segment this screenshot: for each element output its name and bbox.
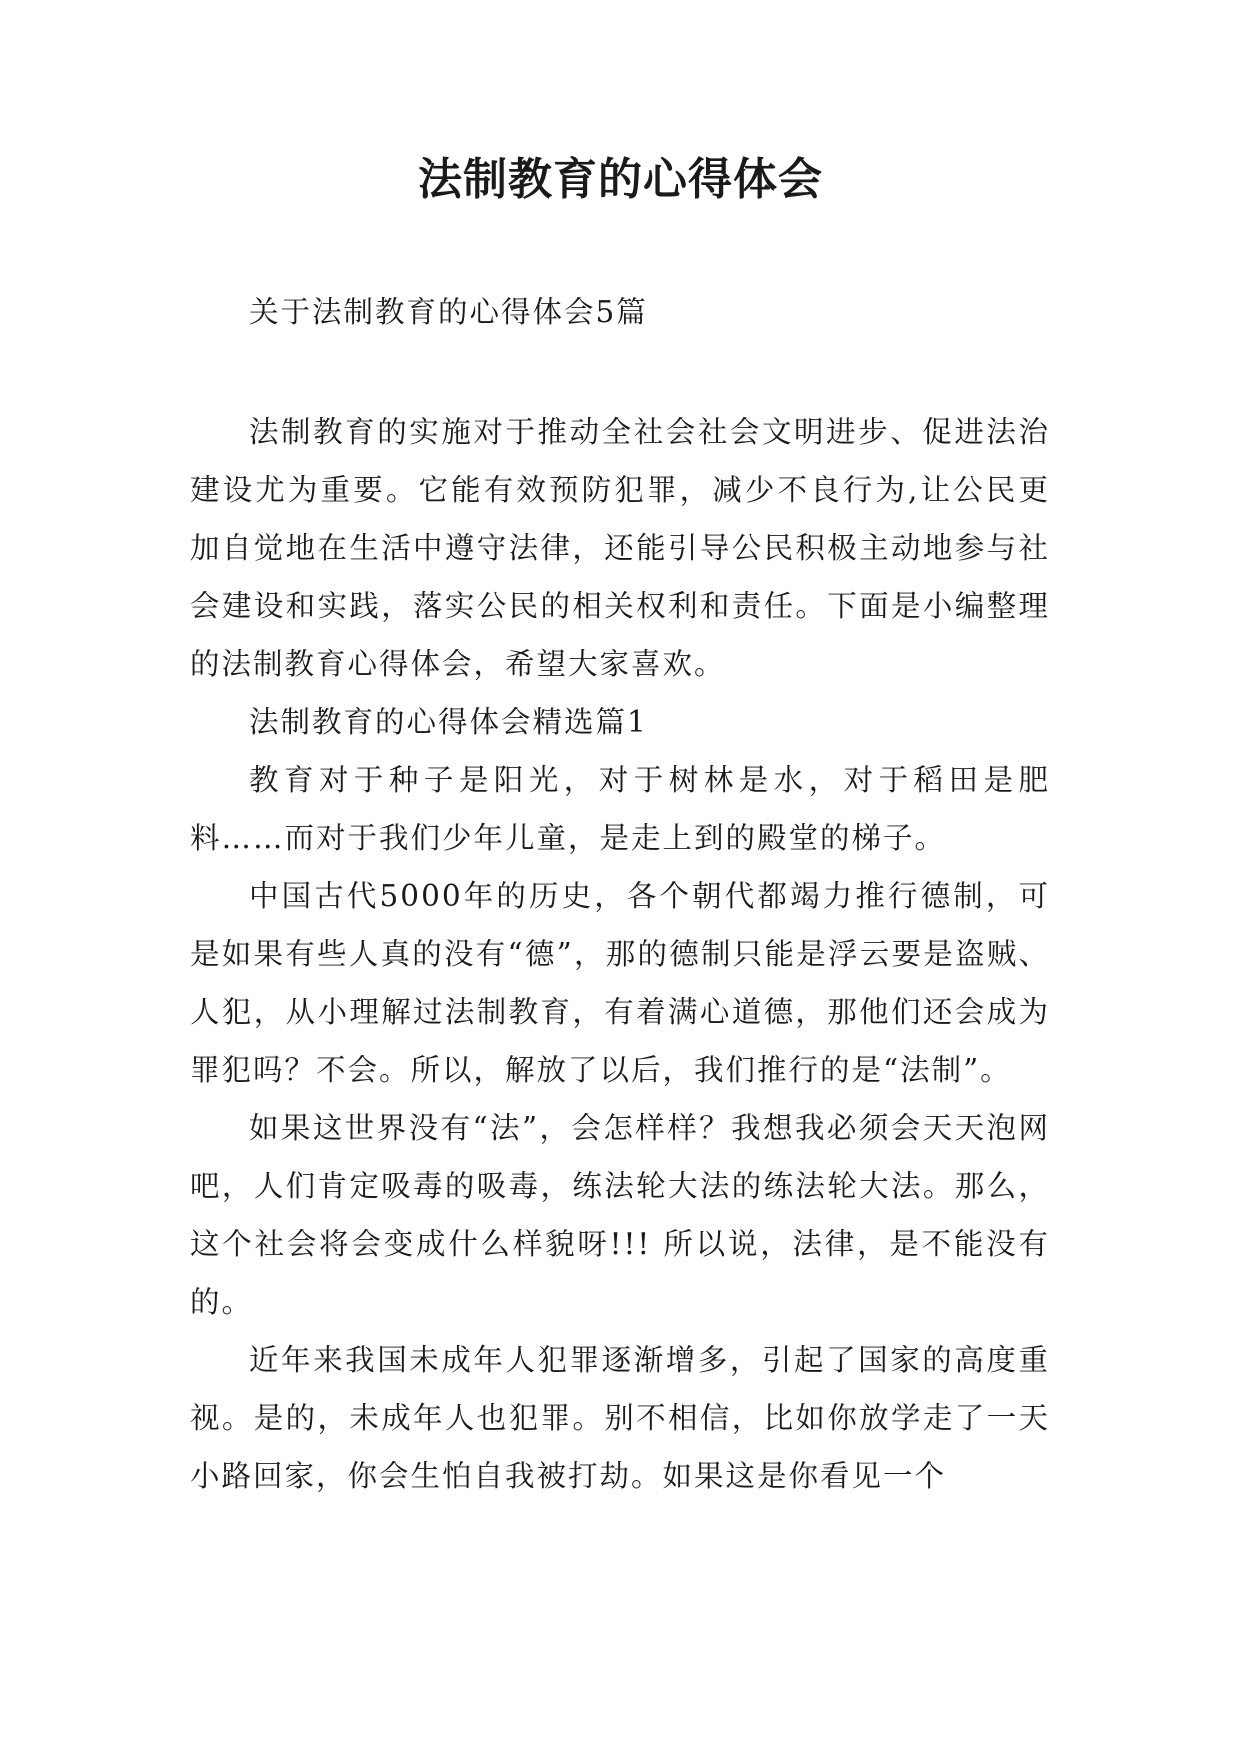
paragraph: 教育对于种子是阳光，对于树林是水，对于稻田是肥料……而对于我们少年儿童，是走上到的殿堂的梯子。 xyxy=(190,763,1050,855)
document-subtitle: 关于法制教育的心得体会5篇 xyxy=(249,295,648,329)
paragraph: 中国古代5000年的历史，各个朝代都竭力推行德制，可是如果有些人真的没有“德”，那的德制只能是浮云要是盗贼、人犯，从小理解过法制教育，有着满心道德，那他们还会成为罪犯吗？不会。所以，解放了以后，我们推行的是“法制”。 xyxy=(190,879,1050,1087)
paragraph: 近年来我国未成年人犯罪逐渐增多，引起了国家的高度重视。是的，未成年人也犯罪。别不相信，比如你放学走了一天小路回家，你会生怕自我被打劫。如果这是你看见一个 xyxy=(190,1343,1050,1493)
document-title: 法制教育的心得体会 xyxy=(418,154,823,205)
paragraph: 如果这世界没有“法”，会怎样样？我想我必须会天天泡网吧，人们肯定吸毒的吸毒，练法轮大法的练法轮大法。那么，这个社会将会变成什么样貌呀!!! 所以说，法律，是不能没有的。 xyxy=(190,1111,1050,1319)
paragraph-intro: 法制教育的实施对于推动全社会社会文明进步、促进法治建设尤为重要。它能有效预防犯罪，减少不良行为,让公民更加自觉地在生活中遵守法律，还能引导公民积极主动地参与社会建设和实践，落实公民的相关权利和责任。下面是小编整理的法制教育心得体会，希望大家喜欢。 xyxy=(190,415,1050,681)
document-subtitle-block xyxy=(190,283,1050,341)
section-heading: 法制教育的心得体会精选篇1 xyxy=(249,705,648,739)
document-body xyxy=(190,403,1050,1505)
